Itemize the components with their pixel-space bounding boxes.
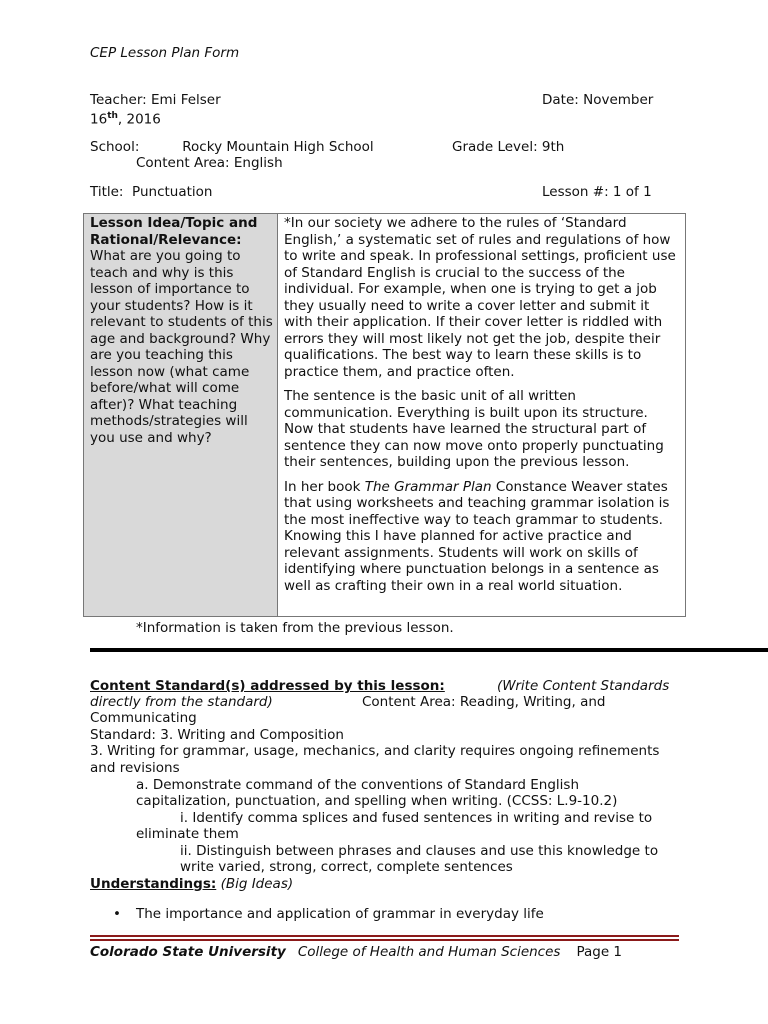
date-day: 16 (90, 111, 108, 128)
rationale-paragraph-2: The sentence is the basic unit of all written communication. Everything is built upon its structure. Now that students have learned the structural part of sentence they can now move onto properly punctuating their sentences, building upon the previous lesson. (284, 388, 664, 470)
grade-level-field: Grade Level: 9th (452, 139, 565, 155)
school-field: School: Rocky Mountain High School (90, 139, 374, 155)
footer-rule-top (90, 935, 679, 937)
standard-3-description: 3. Writing for grammar, usage, mechanics, and clarity requires ongoing refinements (90, 743, 660, 759)
lesson-idea-prompt-cell (84, 214, 278, 617)
footnote: *Information is taken from the previous lesson. (136, 620, 454, 636)
standard-3-description-continued: and revisions (90, 760, 180, 776)
standards-note-continued: directly from the standard) (90, 694, 273, 710)
lesson-idea-table (83, 213, 686, 617)
title-field: Title: Punctuation (90, 184, 213, 200)
book-title: The Grammar Plan (364, 478, 492, 495)
standard-ii: ii. Distinguish between phrases and clauses and use this knowledge to (180, 843, 659, 859)
standard-a-continued: capitalization, punctuation, and spelling when writing. (CCSS: L.9-10.2) (136, 793, 618, 809)
content-area-field: Content Area: English (136, 155, 283, 171)
rationale-paragraph-3 (284, 479, 680, 595)
footer-college: College of Health and Human Sciences (297, 944, 561, 960)
understandings-line (90, 876, 293, 893)
date-label: Date: November (542, 92, 654, 108)
footer-page-number: Page 1 (576, 944, 623, 960)
understandings-heading: Understandings: (90, 876, 217, 892)
bullet-icon: • (113, 906, 121, 922)
footer-rule-bottom (90, 939, 679, 941)
date-continuation (90, 108, 161, 128)
footer (90, 944, 622, 961)
date-suffix: th (107, 111, 118, 121)
date-year: , 2016 (117, 111, 161, 128)
lesson-idea-heading: Lesson Idea/Topic and Rational/Relevance: (90, 215, 258, 248)
standard-a: a. Demonstrate command of the conventions of Standard English (136, 777, 580, 793)
understandings-note: (Big Ideas) (220, 876, 294, 892)
lesson-idea-prompt: What are you going to teach and why is this lesson of importance to your students? How is it relevant to students of this age and background? Why are you teaching this lesson now (what came before/what will come after)? What teaching methods/strategies will you use and why? (90, 248, 273, 446)
form-title: CEP Lesson Plan Form (90, 45, 240, 61)
para3-prefix: In her book (284, 478, 365, 495)
footer-university: Colorado State University (90, 944, 286, 960)
standard-i: i. Identify comma splices and fused sentences in writing and revise to (180, 810, 653, 826)
content-area-standards-continued: Communicating (90, 710, 197, 726)
rationale-paragraph-1: *In our society we adhere to the rules of ‘Standard English,’ a systematic set of rules and regulations of how to write and speak. In professional settings, proficient use of Standard English is crucial to the success of the individual. For example, when one is trying to get a job they usually need to write a cover letter and submit it with their application. If their cover letter is riddled with errors they will most likely not get the job, despite their qualifications. The best way to learn these skills is to practice them, and practice often. (284, 215, 676, 380)
understanding-item: The importance and application of grammar in everyday life (136, 906, 544, 922)
content-area-standards: Content Area: Reading, Writing, and (362, 694, 606, 710)
standard-i-continued: eliminate them (136, 826, 239, 842)
standards-note: (Write Content Standards (497, 678, 670, 694)
standard-line: Standard: 3. Writing and Composition (90, 727, 344, 743)
section-divider (90, 648, 768, 652)
para3-rest: Constance Weaver states that using worksheets and teaching grammar isolation is the most ineffective way to teach grammar to students. Knowing this I have planned for active practice and relevant assignments. Students will work on skills of identifying where punctuation belongs in a sentence as well as crafting their own in a real world situation. (284, 478, 670, 594)
lesson-idea-response-cell (278, 214, 686, 617)
lesson-number: Lesson #: 1 of 1 (542, 184, 652, 200)
standards-heading: Content Standard(s) addressed by this lesson: (90, 678, 445, 694)
teacher-field: Teacher: Emi Felser (90, 92, 221, 108)
standard-ii-continued: write varied, strong, correct, complete sentences (180, 859, 513, 875)
